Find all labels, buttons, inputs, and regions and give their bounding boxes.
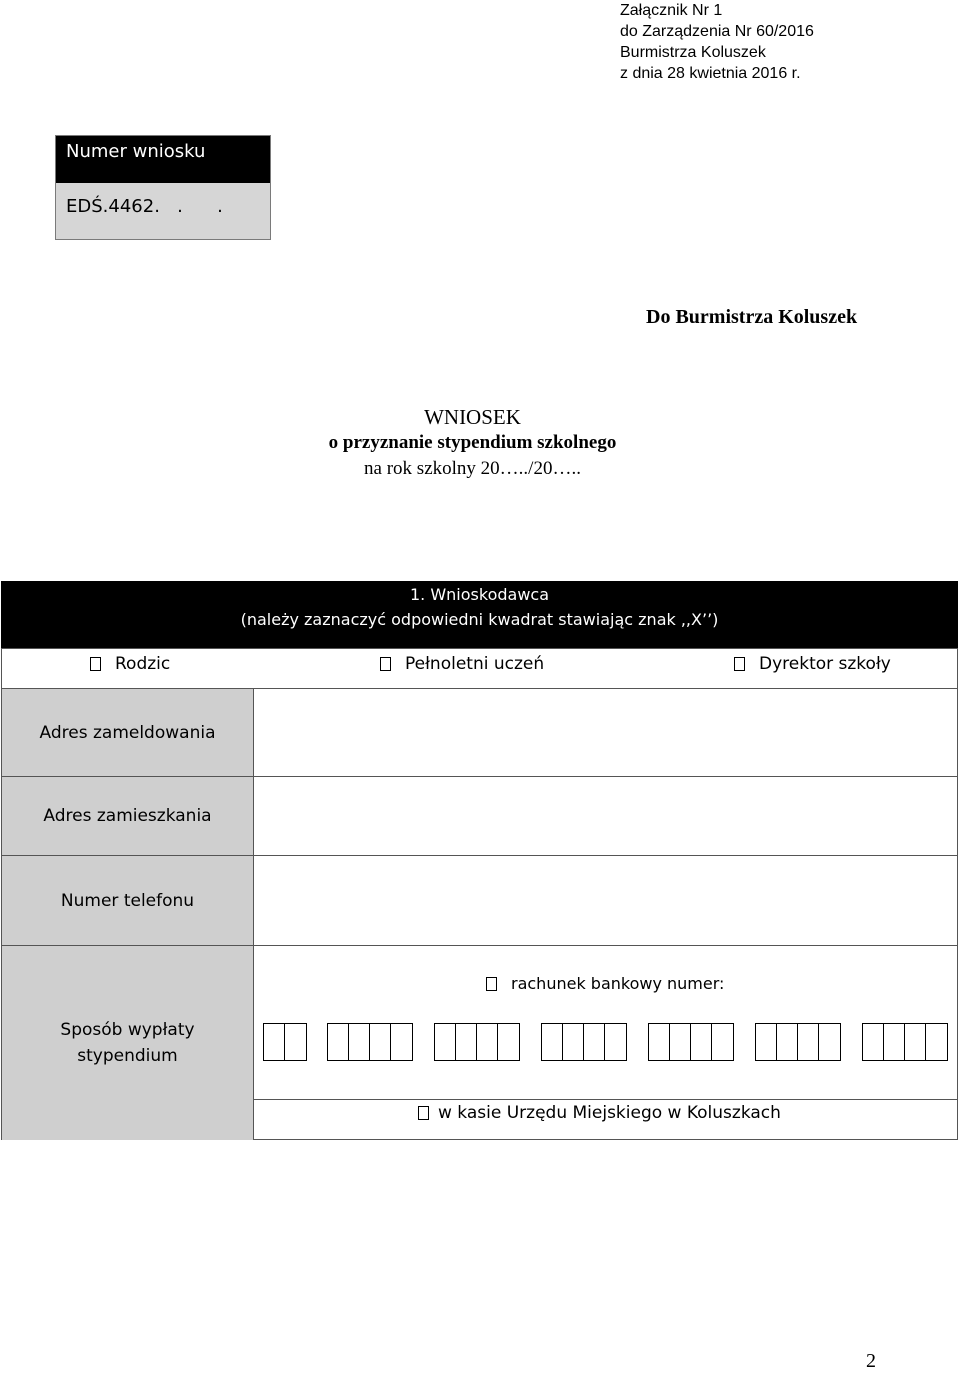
residence-address-text: Adres zamieszkania — [43, 806, 212, 826]
payment-method-label — [2, 946, 254, 1140]
account-digits-group-3[interactable] — [434, 1023, 520, 1061]
application-number-field[interactable] — [56, 183, 270, 239]
applicant-options-row — [1, 648, 958, 689]
option-parent-label: Rodzic — [115, 654, 171, 674]
application-number-value: EDŚ.4462. . . — [66, 196, 223, 217]
form-subtitle: o przyznanie stypendium szkolnego — [328, 432, 617, 453]
attachment-line-1: Załącznik Nr 1 — [620, 2, 723, 19]
attachment-line-4: z dnia 28 kwietnia 2016 r. — [620, 65, 801, 82]
cash-option-label: w kasie Urzędu Miejskiego w Koluszkach — [438, 1103, 781, 1123]
section-title: 1. Wnioskodawca — [409, 585, 549, 604]
account-digits-group-4[interactable] — [541, 1023, 627, 1061]
school-year: na rok szkolny 20…../20….. — [364, 458, 581, 479]
option-parent[interactable] — [90, 654, 170, 674]
registered-address-field[interactable] — [254, 689, 957, 777]
phone-field[interactable] — [254, 856, 957, 946]
bank-account-option[interactable] — [486, 974, 724, 993]
recipient: Do Burmistrza Koluszek — [646, 306, 858, 328]
account-digits-group-7[interactable] — [862, 1023, 948, 1061]
phone-text: Numer telefonu — [60, 890, 195, 911]
residence-address-field[interactable] — [254, 777, 957, 856]
registered-address-text: Adres zameldowania — [39, 722, 216, 743]
bank-account-label: rachunek bankowy numer: — [511, 974, 725, 993]
account-digits-group-5[interactable] — [648, 1023, 734, 1061]
checkbox-icon[interactable] — [380, 657, 391, 671]
application-number-label: Numer wniosku — [56, 136, 270, 183]
applicant-details-table — [1, 689, 958, 1140]
page-number: 2 — [866, 1350, 876, 1372]
attachment-line-3: Burmistrza Koluszek — [620, 44, 766, 61]
form-title: WNIOSEK — [424, 405, 521, 429]
section-applicant-header — [1, 581, 958, 648]
cash-option[interactable] — [418, 1103, 781, 1123]
application-number-box — [55, 135, 271, 240]
payment-method-text: Sposób wypłaty stypendium — [60, 1020, 195, 1066]
option-school-director[interactable] — [734, 654, 891, 674]
checkbox-icon[interactable] — [418, 1106, 429, 1120]
checkbox-icon[interactable] — [486, 977, 497, 991]
account-digits-group-6[interactable] — [755, 1023, 841, 1061]
residence-address-label — [2, 777, 254, 856]
checkbox-icon[interactable] — [734, 657, 745, 671]
account-digits-group-2[interactable] — [327, 1023, 413, 1061]
option-school-director-label: Dyrektor szkoły — [759, 654, 891, 674]
phone-label — [2, 856, 254, 946]
checkbox-icon[interactable] — [90, 657, 101, 671]
registered-address-label — [2, 689, 254, 777]
attachment-line-2: do Zarządzenia Nr 60/2016 — [620, 23, 814, 40]
section-instruction: (należy zaznaczyć odpowiedni kwadrat stawiając znak ,,X’’) — [240, 610, 719, 629]
account-digits-group-1[interactable] — [263, 1023, 307, 1061]
option-adult-student[interactable] — [380, 654, 544, 674]
option-adult-student-label: Pełnoletni uczeń — [405, 654, 545, 674]
attachment-note — [620, 0, 814, 84]
